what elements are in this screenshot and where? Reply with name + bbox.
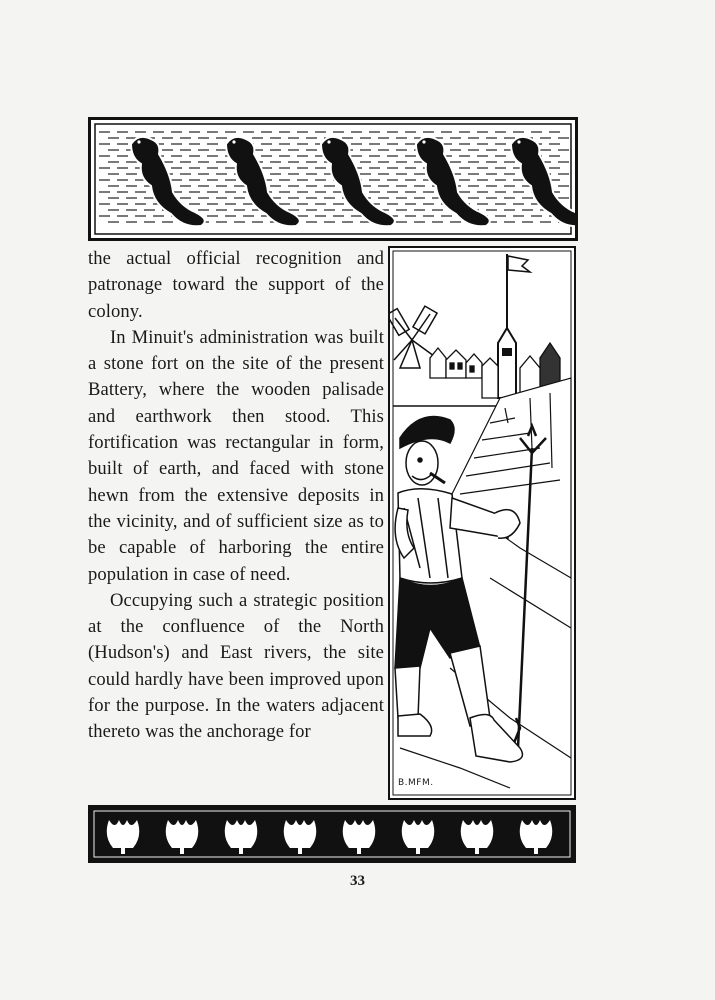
church-tower	[498, 328, 516, 398]
paragraph-3: Occupying such a strategic position at the confluence of the North (Hudson's) and East rivers, the site could hardly have been improved upon for the purpose. In the waters adjacent thereto was the anchorage for	[88, 589, 384, 743]
body-text-column	[88, 246, 384, 746]
beaver-frieze-svg	[91, 120, 575, 238]
tulip-frieze-svg	[91, 808, 573, 860]
tulip-frieze-band	[88, 805, 576, 863]
beaver-frieze-band	[88, 117, 578, 241]
paragraph-1: the actual official recognition and patronage toward the support of the colony.	[88, 248, 384, 322]
artist-signature: B.MFM.	[398, 778, 434, 788]
colonist-illustration	[388, 246, 576, 800]
page-number: 33	[350, 873, 365, 889]
illustration-drawing	[390, 248, 574, 798]
paragraph-2: In Minuit's administration was built a stone fort on the site of the present Battery, where the wooden palisade and earthwork then stood. This fortification was rectangular in form, built of earth, and faced with stone hewn from the extensive deposits in the vicinity, and of sufficient size as to be capable of harboring the entire population in case of need.	[88, 326, 384, 585]
